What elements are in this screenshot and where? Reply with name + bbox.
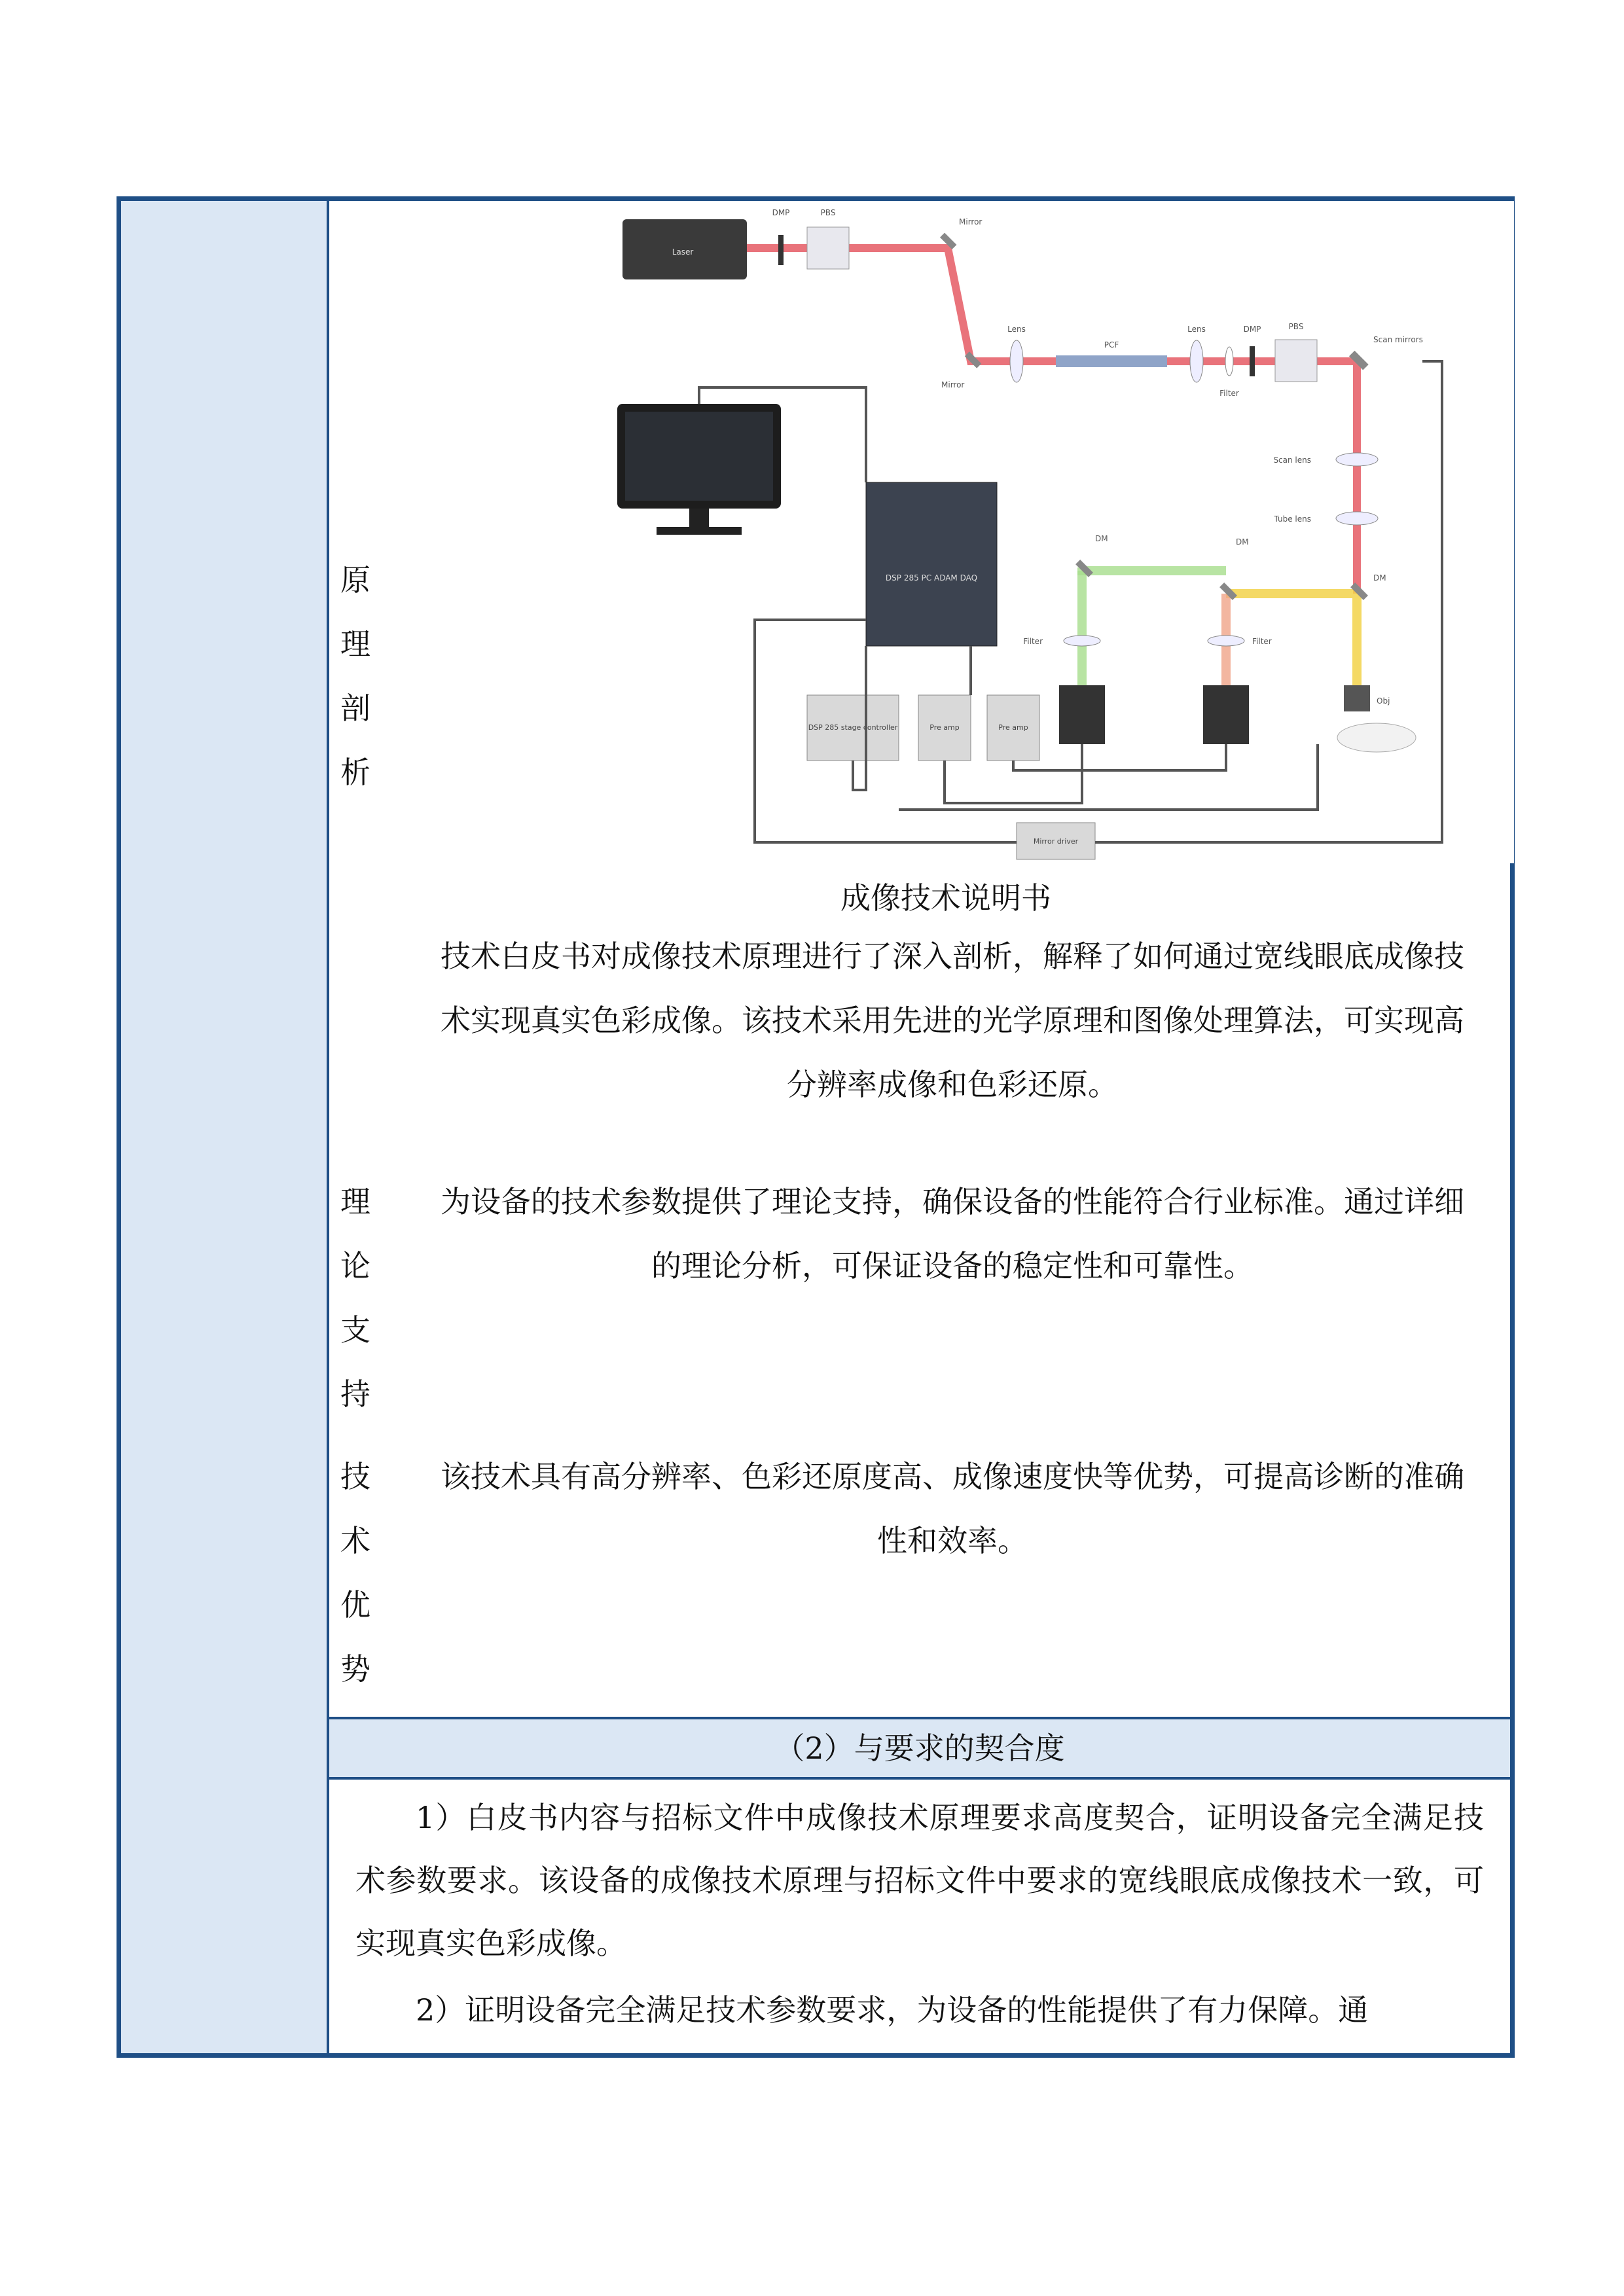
label-filter-1: Filter [1219, 389, 1239, 398]
label-dm-2: DM [1236, 537, 1249, 547]
label-principle-text: 原理剖析 [340, 562, 370, 790]
theory-paragraph [401, 1170, 1504, 1298]
label-principle [329, 548, 382, 804]
advantage-line-2: 性和效率。 [877, 1523, 1028, 1558]
objective [1344, 685, 1370, 711]
theory-line-1: 为设备的技术参数提供了理论支持，确保设备的性能符合行业标准。通过详细 [441, 1184, 1464, 1219]
label-tube-lens: Tube lens [1274, 514, 1311, 524]
imaging-system-diagram [558, 201, 1514, 863]
label-dmp-2: DMP [1243, 325, 1261, 334]
label-mirror-driver: Mirror driver [1033, 837, 1079, 846]
label-dm-3: DM [1373, 573, 1386, 583]
document-table [117, 196, 1515, 2058]
label-pcf: PCF [1104, 340, 1119, 350]
label-scan-mirrors: Scan mirrors [1373, 335, 1423, 344]
fit-paragraph-1: 1）白皮书内容与招标文件中成像技术原理要求高度契合，证明设备完全满足技术参数要求。该设备的成像技术原理与招标文件中要求的宽线眼底成像技术一致，可实现真实色彩成像。 [355, 1800, 1484, 1961]
monitor-base [657, 527, 742, 535]
label-stage-controller: DSP 285 stage controller [808, 723, 898, 732]
label-pbs-2: PBS [1288, 322, 1304, 331]
monitor-stand [689, 509, 709, 528]
pbs-1 [807, 227, 849, 269]
advantage-paragraph [401, 1444, 1504, 1573]
intro-line-1: 技术白皮书对成像技术原理进行了深入剖析，解释了如何通过宽线眼底成像技 [441, 939, 1464, 974]
detector-1 [1059, 685, 1105, 744]
left-category-column [121, 201, 329, 2053]
lens-2 [1190, 340, 1203, 382]
label-pbs-1: PBS [820, 208, 836, 217]
row-labels [329, 201, 382, 1719]
label-lens-2: Lens [1187, 325, 1206, 334]
label-mirror-1: Mirror [959, 217, 983, 226]
label-laser: Laser [672, 247, 694, 257]
content-cell [382, 201, 1510, 1719]
advantage-line-1: 该技术具有高分辨率、色彩还原度高、成像速度快等优势，可提高诊断的准确 [441, 1459, 1464, 1494]
dmp-2 [1250, 346, 1255, 376]
label-advantage [329, 1444, 382, 1701]
green-beam-path [1082, 567, 1226, 571]
monitor-screen [625, 412, 773, 501]
label-theory-text: 理论支持 [340, 1184, 370, 1412]
section-heading-fit: （2）与要求的契合度 [329, 1717, 1510, 1780]
label-theory [329, 1170, 382, 1426]
label-advantage-text: 技术优势 [340, 1459, 370, 1687]
label-scan-lens: Scan lens [1273, 456, 1311, 465]
fit-paragraph-2: 2）证明设备完全满足技术参数要求，为设备的性能提供了有力保障。通 [416, 1992, 1369, 2028]
lens-1 [1010, 340, 1023, 382]
pcf-fiber [1056, 355, 1167, 367]
pc-tower [866, 482, 997, 646]
figure-caption: 成像技术说明书 [840, 880, 1051, 916]
filter-2 [1064, 636, 1100, 646]
tube-lens [1336, 512, 1378, 525]
label-preamp-2: Pre amp [998, 723, 1028, 732]
pbs-2 [1275, 340, 1317, 382]
sample-specimen [1337, 723, 1416, 752]
filter-1 [1225, 347, 1233, 376]
label-filter-3: Filter [1252, 637, 1272, 646]
label-dmp-1: DMP [772, 208, 790, 217]
scan-lens [1336, 453, 1378, 466]
label-mirror-2: Mirror [941, 380, 965, 389]
label-objective: Obj [1377, 696, 1390, 706]
label-pc: DSP 285 PC ADAM DAQ [885, 573, 978, 583]
dmp-1 [778, 235, 784, 265]
label-preamp-1: Pre amp [929, 723, 960, 732]
fit-content [329, 1780, 1510, 2045]
intro-line-2: 术实现真实色彩成像。该技术采用先进的光学原理和图像处理算法，可实现高 [441, 1003, 1464, 1038]
detector-2 [1203, 685, 1249, 744]
theory-line-2: 的理论分析，可保证设备的稳定性和可靠性。 [651, 1248, 1254, 1283]
label-filter-2: Filter [1023, 637, 1043, 646]
filter-3 [1208, 636, 1244, 646]
label-dm-1: DM [1095, 534, 1108, 543]
label-lens-1: Lens [1007, 325, 1026, 334]
intro-line-3: 分辨率成像和色彩还原。 [787, 1067, 1118, 1102]
intro-paragraph [401, 924, 1504, 1117]
